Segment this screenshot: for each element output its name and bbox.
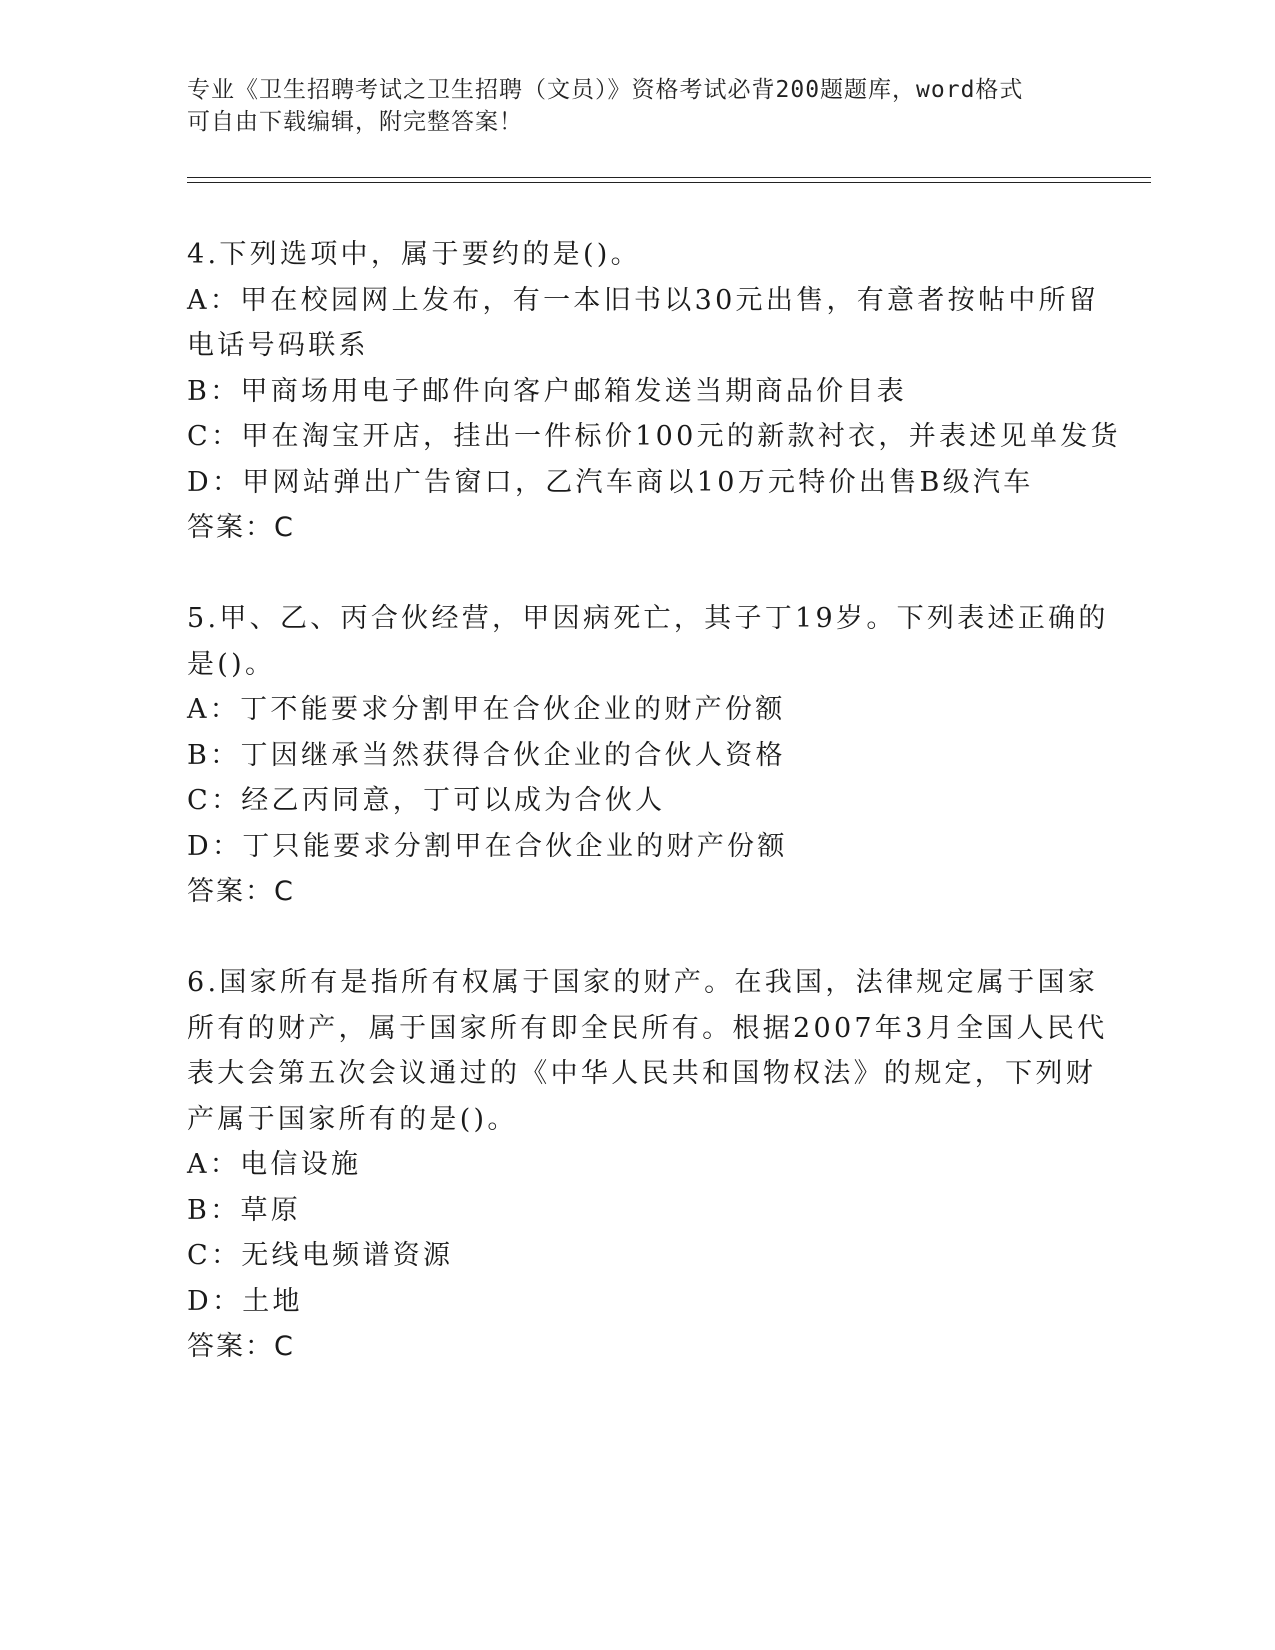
question-spacer (187, 551, 1087, 597)
question-6 (187, 960, 1108, 1370)
question-5 (187, 596, 1109, 915)
document-header (187, 74, 1067, 138)
header-title-line-1: 专业《卫生招聘考试之卫生招聘（文员）》资格考试必背200题题库，word格式 (187, 77, 1024, 103)
option-b: B：草原 (187, 1194, 302, 1226)
option-a: A：甲在校园网上发布，有一本旧书以30元出售，有意者按帖中所留 (187, 284, 1100, 316)
question-stem-continued: 表大会第五次会议通过的《中华人民共和国物权法》的规定，下列财 (187, 1058, 1096, 1089)
option-b: B：甲商场用电子邮件向客户邮箱发送当期商品价目表 (187, 375, 908, 407)
question-stem-continued: 是()。 (187, 648, 276, 680)
option-c: C：无线电频谱资源 (187, 1240, 454, 1271)
question-list (187, 232, 1121, 1370)
option-a: A：电信设施 (187, 1149, 362, 1180)
header-title-line-2: 可自由下载编辑，附完整答案！ (187, 109, 523, 135)
option-d: D：丁只能要求分割甲在合伙企业的财产份额 (187, 830, 788, 862)
question-stem: 4.下列选项中，属于要约的是()。 (187, 239, 641, 270)
answer: 答案：C (187, 876, 295, 907)
option-d: D：土地 (187, 1285, 303, 1317)
question-stem: 6.国家所有是指所有权属于国家的财产。在我国，法律规定属于国家 (187, 967, 1099, 998)
header-divider-top (187, 177, 1151, 178)
option-a: A：丁不能要求分割甲在合伙企业的财产份额 (187, 694, 786, 725)
answer: 答案：C (187, 1331, 295, 1362)
option-c: C：经乙丙同意，丁可以成为合伙人 (187, 785, 666, 816)
question-4 (187, 232, 1121, 551)
question-stem: 5.甲、乙、丙合伙经营，甲因病死亡，其子丁19岁。下列表述正确的 (187, 603, 1109, 634)
option-b: B：丁因继承当然获得合伙企业的合伙人资格 (187, 739, 786, 771)
question-stem-continued: 所有的财产，属于国家所有即全民所有。根据2007年3月全国人民代 (187, 1012, 1108, 1044)
header-divider-bottom (187, 182, 1151, 183)
answer: 答案：C (187, 512, 295, 543)
option-d: D：甲网站弹出广告窗口，乙汽车商以10万元特价出售B级汽车 (187, 466, 1034, 498)
question-stem-continued: 产属于国家所有的是()。 (187, 1103, 518, 1135)
question-spacer (187, 915, 1087, 961)
option-a-continued: 电话号码联系 (187, 330, 369, 361)
option-c: C：甲在淘宝开店，挂出一件标价100元的新款衬衣，并表述见单发货 (187, 421, 1121, 452)
